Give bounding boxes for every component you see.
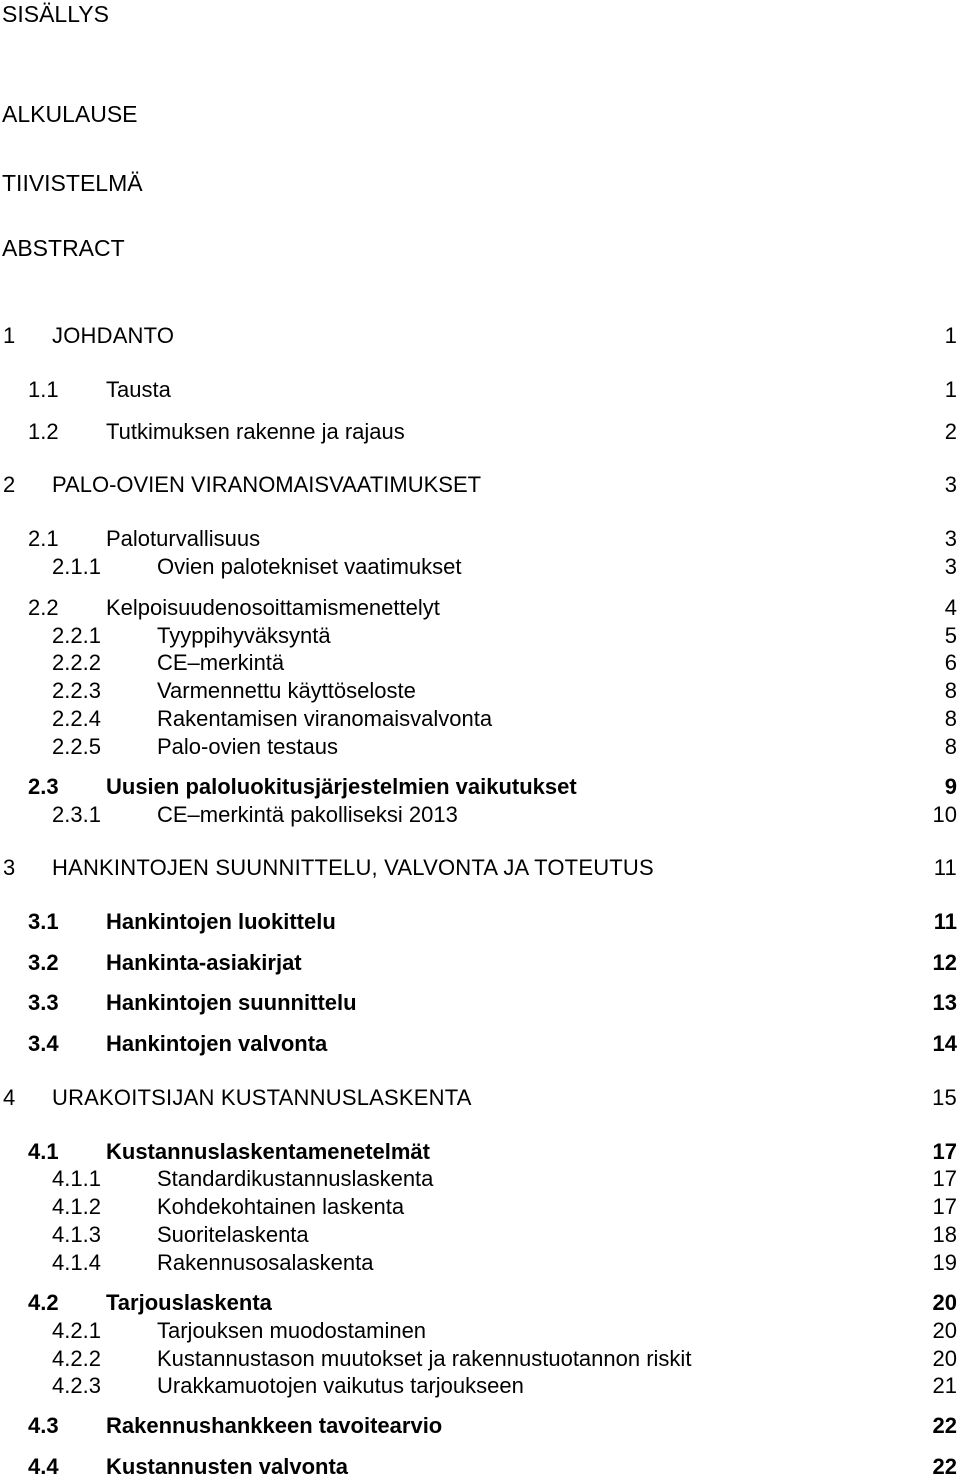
toc-entry-number: 2.3.1 xyxy=(52,802,101,827)
toc-entry-title: PALO-OVIEN VIRANOMAISVAATIMUKSET xyxy=(52,472,482,497)
toc-entry-4-2-2[interactable] xyxy=(0,1345,957,1373)
toc-entry-page: 18 xyxy=(932,1222,957,1247)
toc-entry-number: 4.2 xyxy=(28,1290,59,1315)
toc-entry-4[interactable] xyxy=(0,1084,957,1112)
toc-entry-2-2-1[interactable] xyxy=(0,622,957,650)
toc-entry-2-1[interactable] xyxy=(0,525,957,553)
toc-entry-title: Kelpoisuudenosoittamismenettelyt xyxy=(106,595,440,620)
toc-entry-page: 13 xyxy=(932,990,957,1015)
toc-entry-3[interactable] xyxy=(0,854,957,882)
toc-entry-title: Palo-ovien testaus xyxy=(157,734,338,759)
toc-entry-page: 17 xyxy=(932,1139,957,1164)
toc-heading-tiivistelma[interactable]: TIIVISTELMÄ xyxy=(2,170,143,196)
toc-entry-number: 2.2.1 xyxy=(52,623,101,648)
toc-entry-number: 2.1 xyxy=(28,526,59,551)
toc-entry-number: 4.1 xyxy=(28,1139,59,1164)
toc-entry-4-1-4[interactable] xyxy=(0,1249,957,1277)
toc-entry-number: 4.1.4 xyxy=(52,1250,101,1275)
toc-entry-2-2-4[interactable] xyxy=(0,705,957,733)
toc-entry-page: 11 xyxy=(933,855,957,880)
toc-entry-page: 20 xyxy=(932,1346,957,1371)
toc-entry-number: 4.2.3 xyxy=(52,1373,101,1398)
toc-entry-title: Tausta xyxy=(106,377,171,402)
toc-entry-page: 1 xyxy=(944,377,957,402)
toc-entry-number: 3.1 xyxy=(28,909,59,934)
toc-entry-number: 2.2 xyxy=(28,595,59,620)
toc-entry-4-1-2[interactable] xyxy=(0,1193,957,1221)
toc-entry-number: 2.2.3 xyxy=(52,678,101,703)
toc-entry-page: 1 xyxy=(944,323,957,348)
toc-entry-title: Paloturvallisuus xyxy=(106,526,261,551)
toc-entry-page: 20 xyxy=(932,1290,957,1315)
toc-entry-page: 6 xyxy=(944,650,957,675)
toc-entry-number: 2.3 xyxy=(28,774,59,799)
toc-entry-page: 3 xyxy=(944,526,957,551)
toc-entry-page: 17 xyxy=(932,1166,957,1191)
toc-entry-number: 4.1.1 xyxy=(52,1166,101,1191)
toc-entry-title: Urakkamuotojen vaikutus tarjoukseen xyxy=(157,1373,524,1398)
toc-entry-title: URAKOITSIJAN KUSTANNUSLASKENTA xyxy=(52,1085,472,1110)
toc-entry-number: 4.1.2 xyxy=(52,1194,101,1219)
toc-entry-number: 4.2.1 xyxy=(52,1318,101,1343)
toc-entry-number: 2.2.4 xyxy=(52,706,101,731)
toc-heading-alkulause[interactable]: ALKULAUSE xyxy=(2,101,138,127)
toc-entry-number: 1.2 xyxy=(28,419,59,444)
toc-entry-title: JOHDANTO xyxy=(52,323,175,348)
toc-entry-title: Hankintojen suunnittelu xyxy=(106,990,357,1015)
toc-entry-page: 20 xyxy=(932,1318,957,1343)
toc-entry-page: 22 xyxy=(932,1413,957,1438)
toc-entry-title: Rakennusosalaskenta xyxy=(157,1250,374,1275)
toc-entry-4-2[interactable] xyxy=(0,1289,957,1317)
toc-entry-page: 12 xyxy=(932,950,957,975)
toc-entry-title: Standardikustannuslaskenta xyxy=(157,1166,434,1191)
toc-entry-title: CE–merkintä xyxy=(157,650,285,675)
toc-entry-page: 15 xyxy=(932,1085,957,1110)
toc-entry-title: Suoritelaskenta xyxy=(157,1222,309,1247)
toc-entry-title: Hankinta-asiakirjat xyxy=(106,950,302,975)
toc-entry-number: 3.4 xyxy=(28,1031,59,1056)
toc-entry-1-1[interactable] xyxy=(0,376,957,404)
toc-entry-title: Kustannustason muutokset ja rakennustuotannon riskit xyxy=(157,1346,692,1371)
toc-entry-title: Tyyppihyväksyntä xyxy=(157,623,331,648)
toc-entry-3-3[interactable] xyxy=(0,989,957,1017)
toc-entry-4-3[interactable] xyxy=(0,1412,957,1440)
toc-heading-sisallys: SISÄLLYS xyxy=(2,1,109,27)
toc-entry-title: Rakentamisen viranomaisvalvonta xyxy=(157,706,493,731)
toc-entry-page: 10 xyxy=(932,802,957,827)
toc-entry-number: 2.2.5 xyxy=(52,734,101,759)
toc-entry-number: 2.1.1 xyxy=(52,554,101,579)
toc-entry-number: 2.2.2 xyxy=(52,650,101,675)
toc-entry-page: 8 xyxy=(944,706,957,731)
toc-entry-page: 19 xyxy=(932,1250,957,1275)
toc-entry-4-1[interactable] xyxy=(0,1138,957,1166)
toc-entry-number: 4.3 xyxy=(28,1413,59,1438)
toc-entry-2-2-5[interactable] xyxy=(0,733,957,761)
toc-entry-2-2-3[interactable] xyxy=(0,677,957,705)
toc-entry-title: Uusien paloluokitusjärjestelmien vaikutukset xyxy=(106,774,577,799)
toc-entry-page: 14 xyxy=(932,1031,957,1056)
toc-entry-3-4[interactable] xyxy=(0,1030,957,1058)
toc-entry-page: 8 xyxy=(944,678,957,703)
toc-entry-number: 1 xyxy=(3,323,16,348)
toc-entry-3-1[interactable] xyxy=(0,908,957,936)
toc-entry-number: 2 xyxy=(3,472,16,497)
toc-entry-title: Kustannuslaskentamenetelmät xyxy=(106,1139,430,1164)
toc-entry-number: 4.2.2 xyxy=(52,1346,101,1371)
toc-entry-2-3-1[interactable] xyxy=(0,801,957,829)
toc-entry-title: Ovien palotekniset vaatimukset xyxy=(157,554,462,579)
toc-entry-1-2[interactable] xyxy=(0,418,957,446)
toc-entry-title: Tarjouslaskenta xyxy=(106,1290,272,1315)
toc-entry-page: 3 xyxy=(944,554,957,579)
toc-entry-number: 4 xyxy=(3,1085,16,1110)
toc-entry-4-2-1[interactable] xyxy=(0,1317,957,1345)
toc-entry-2[interactable] xyxy=(0,471,957,499)
toc-entry-number: 4.4 xyxy=(28,1454,59,1479)
toc-entry-page: 9 xyxy=(944,774,957,799)
toc-entry-4-2-3[interactable] xyxy=(0,1372,957,1400)
toc-entry-title: Kohdekohtainen laskenta xyxy=(157,1194,405,1219)
toc-entry-2-2-2[interactable] xyxy=(0,649,957,677)
toc-entry-page: 11 xyxy=(933,909,957,934)
toc-entry-title: Kustannusten valvonta xyxy=(106,1454,349,1479)
toc-entry-title: Tarjouksen muodostaminen xyxy=(157,1318,427,1343)
toc-entry-page: 4 xyxy=(944,595,957,620)
toc-entry-title: Varmennettu käyttöseloste xyxy=(157,678,416,703)
toc-entry-2-2[interactable] xyxy=(0,594,957,622)
toc-entry-2-1-1[interactable] xyxy=(0,553,957,581)
toc-entry-4-1-1[interactable] xyxy=(0,1165,957,1193)
toc-entry-page: 21 xyxy=(932,1373,957,1398)
toc-entry-title: CE–merkintä pakolliseksi 2013 xyxy=(157,802,458,827)
toc-entry-3-2[interactable] xyxy=(0,949,957,977)
toc-entry-4-1-3[interactable] xyxy=(0,1221,957,1249)
toc-entry-2-3[interactable] xyxy=(0,773,957,801)
toc-entry-1[interactable] xyxy=(0,322,957,350)
toc-entry-page: 2 xyxy=(944,419,957,444)
toc-entry-number: 3.2 xyxy=(28,950,59,975)
toc-entry-page: 3 xyxy=(944,472,957,497)
toc-entry-number: 3 xyxy=(3,855,16,880)
toc-entry-title: HANKINTOJEN SUUNNITTELU, VALVONTA JA TOTEUTUS xyxy=(52,855,654,880)
toc-entry-title: Tutkimuksen rakenne ja rajaus xyxy=(106,419,405,444)
toc-entry-number: 1.1 xyxy=(28,377,59,402)
toc-entry-page: 17 xyxy=(932,1194,957,1219)
toc-entry-number: 4.1.3 xyxy=(52,1222,101,1247)
toc-entry-page: 22 xyxy=(932,1454,957,1479)
toc-entry-4-4[interactable] xyxy=(0,1453,957,1481)
toc-heading-abstract[interactable]: ABSTRACT xyxy=(2,235,125,261)
toc-entry-page: 5 xyxy=(944,623,957,648)
toc-entry-page: 8 xyxy=(944,734,957,759)
toc-entry-title: Hankintojen valvonta xyxy=(106,1031,328,1056)
toc-entry-title: Rakennushankkeen tavoitearvio xyxy=(106,1413,443,1438)
toc-entry-title: Hankintojen luokittelu xyxy=(106,909,336,934)
toc-entry-number: 3.3 xyxy=(28,990,59,1015)
